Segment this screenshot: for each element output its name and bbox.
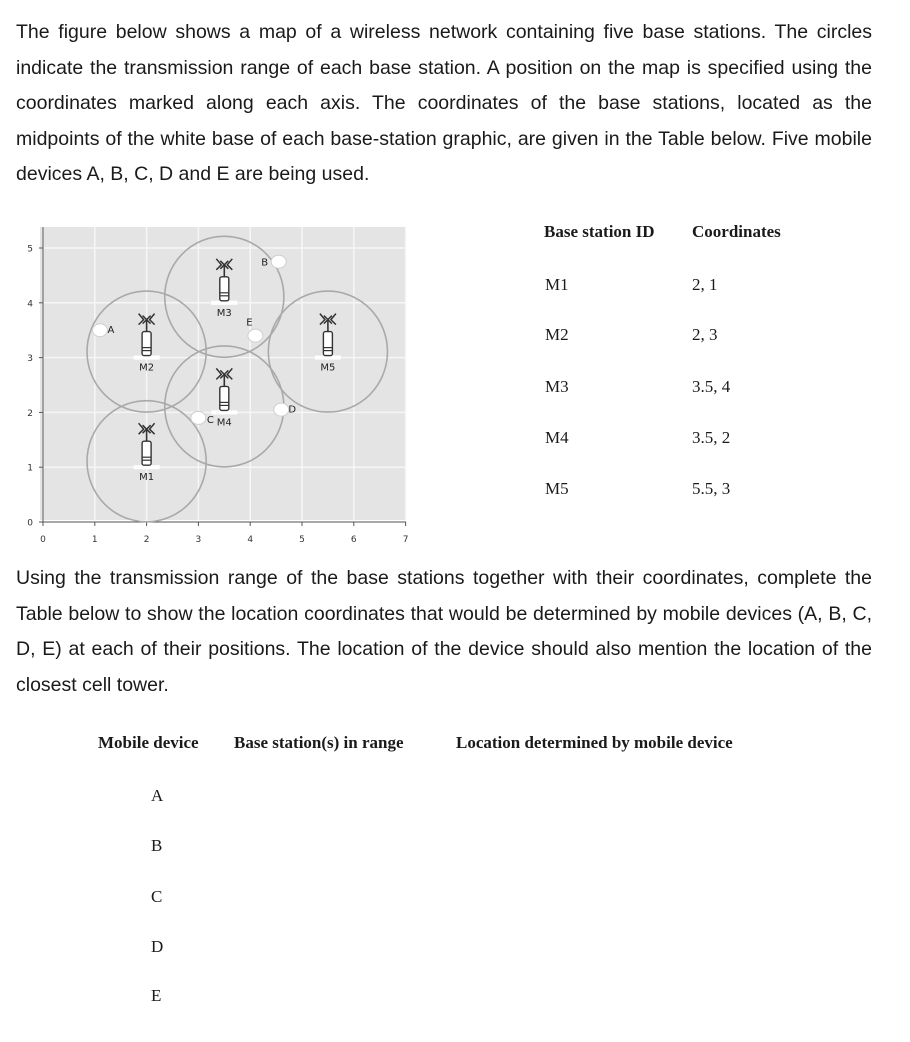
station-coords: 2, 3 <box>692 325 718 344</box>
mobile-device-a <box>92 324 114 337</box>
station-coords: 3.5, 4 <box>692 377 731 396</box>
header-coordinates: Coordinates <box>692 222 781 241</box>
station-coords: 2, 1 <box>692 275 718 294</box>
header-stations-in-range: Base station(s) in range <box>234 733 404 752</box>
y-tick-label: 0 <box>27 518 33 529</box>
x-tick-label: 1 <box>91 535 98 545</box>
station-id: M2 <box>545 325 569 344</box>
station-body <box>323 332 332 356</box>
x-tick-label: 0 <box>40 535 46 545</box>
x-tick-label: 5 <box>299 535 305 545</box>
question-paragraph: Using the transmission range of the base stations together with their coordinates, complete the Table below to show the location coordinates that would be determined by mobile devices (A, B, C, D, E) at each of their positions. The location of the device should also mention the location of the closest cell tower. <box>16 567 872 696</box>
device-label: C <box>151 887 163 906</box>
x-tick-label: 6 <box>350 535 357 545</box>
device-label: A <box>151 786 164 805</box>
y-tick-label: 2 <box>27 408 33 419</box>
header-location-determined: Location determined by mobile device <box>456 733 733 752</box>
header-base-station-id: Base station ID <box>544 222 655 241</box>
device-label: B <box>261 257 269 269</box>
station-body <box>142 441 151 465</box>
station-coords: 5.5, 3 <box>692 479 731 498</box>
mobile-device-d <box>274 403 297 416</box>
station-label: M2 <box>139 362 155 374</box>
network-map <box>0 215 420 555</box>
station-body <box>220 277 229 301</box>
x-tick-label: 2 <box>143 535 150 545</box>
intro-paragraph: The figure below shows a map of a wireless network containing five base stations. The circles indicate the transmission range of each base station. A position on the map is specified using the coordinates marked along each axis. The coordinates of the base stations, located as the midpoints of the white base of each base-station graphic, are given in the Table below. Five mobile devices A, B, C, D and E are being used. <box>16 21 872 185</box>
device-label: E <box>246 317 253 329</box>
y-tick-label: 4 <box>27 299 33 310</box>
device-marker <box>274 403 289 416</box>
station-body <box>142 332 151 356</box>
device-label: E <box>151 986 162 1005</box>
mobile-device-b <box>261 255 286 269</box>
station-id: M4 <box>545 428 569 447</box>
device-label: D <box>151 937 164 956</box>
device-label: C <box>206 414 214 426</box>
x-tick-label: 4 <box>247 535 254 545</box>
station-id: M1 <box>545 275 569 294</box>
station-coords: 3.5, 2 <box>692 428 731 447</box>
header-mobile-device: Mobile device <box>98 733 199 752</box>
device-marker <box>191 411 206 424</box>
y-tick-label: 3 <box>27 354 33 365</box>
station-id: M5 <box>545 479 569 498</box>
station-id: M3 <box>545 377 569 396</box>
device-marker <box>271 255 286 268</box>
device-label: A <box>107 325 115 337</box>
station-label: M3 <box>216 307 232 319</box>
x-tick-label: 7 <box>402 535 409 545</box>
y-tick-label: 5 <box>27 244 33 255</box>
station-label: M1 <box>139 472 155 484</box>
device-marker <box>92 324 107 337</box>
station-body <box>220 386 229 410</box>
y-tick-label: 1 <box>27 463 33 474</box>
station-label: M5 <box>320 362 336 374</box>
device-label: B <box>151 836 163 855</box>
device-label: D <box>288 404 297 416</box>
device-marker <box>248 329 263 342</box>
x-tick-label: 3 <box>195 535 202 545</box>
station-label: M4 <box>216 417 232 429</box>
